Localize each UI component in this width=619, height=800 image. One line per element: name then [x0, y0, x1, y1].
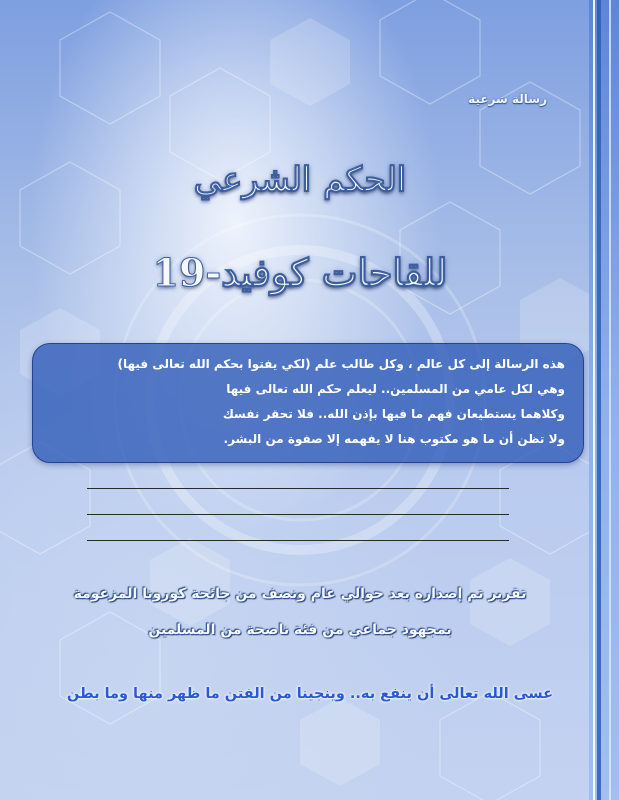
main-title: الحكم الشرعي	[193, 160, 407, 200]
report-description: تقرير تم إصداره بعد حوالي عام ونصف من جائحة كورونا المزعومة	[73, 586, 527, 602]
subtitle: للقاحات كوفيد-19	[152, 250, 448, 295]
blank-line	[87, 514, 509, 515]
report-authors: بمجهود جماعي من فئة ناصحة من المسلمين	[148, 622, 452, 638]
blank-line	[87, 540, 509, 541]
blank-line	[87, 488, 509, 489]
right-stripe	[609, 0, 611, 800]
right-stripe	[593, 0, 595, 800]
info-line: وكلاهما يستطيعان فهم ما فيها بإذن الله.. فلا تحقر نفسك	[222, 407, 565, 421]
info-line: هذه الرسالة إلى كل عالم ، وكل طالب علم (لكي يفتوا بحكم الله تعالى فيها)	[117, 357, 565, 371]
right-stripe	[597, 0, 601, 800]
closing-prayer: عسى الله تعالى أن ينفع به.. وينجينا من الفتن ما ظهر منها وما بطن	[66, 686, 554, 702]
info-line: ولا تظن أن ما هو مكتوب هنا لا يفهمه إلا صفوة من البشر.	[223, 432, 565, 446]
info-box	[32, 343, 584, 463]
document-type-label: رسالة شرعية	[468, 92, 547, 106]
info-line: وهي لكل عامي من المسلمين.. ليعلم حكم الله تعالى فيها	[226, 382, 565, 396]
